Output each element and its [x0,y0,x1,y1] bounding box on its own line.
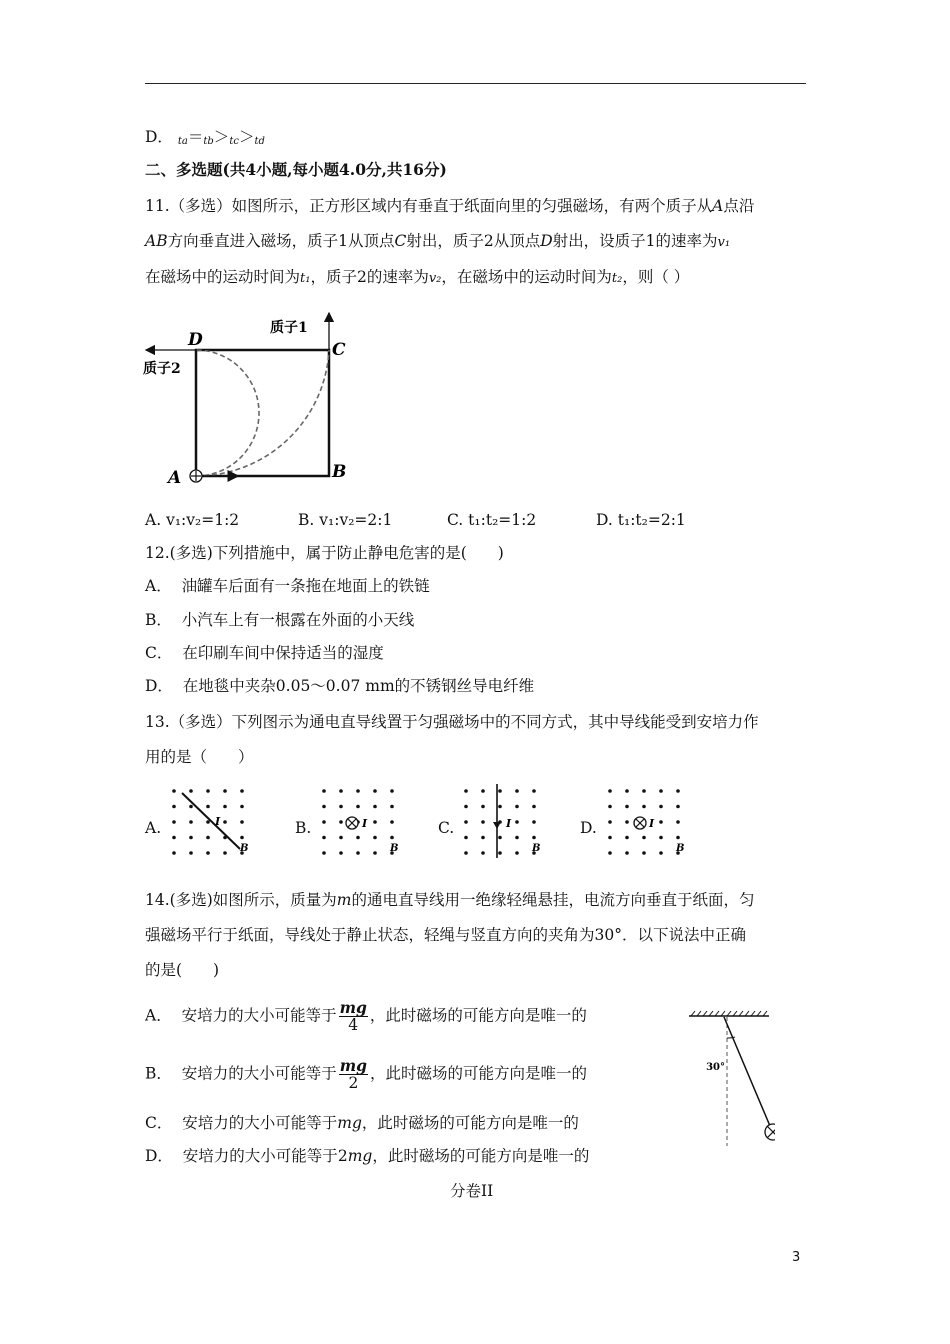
field-dot [642,836,646,840]
q14-line2: 强磁场平行于纸面，导线处于静止状态，轻绳与竖直方向的夹角为30°．以下说法中正确 [145,926,746,944]
field-dot [625,805,629,809]
field-dot [464,820,468,824]
field-dot [322,789,326,793]
current-label: I [506,817,512,830]
field-dot [608,805,612,809]
field-dot [608,851,612,855]
q14-option-a: A． 安培力的大小可能等于 $\frac{mg}{4}$ ，此时磁场的可能方向是唯一的 [145,998,587,1034]
field-dot [625,789,629,793]
current-label: I [362,817,368,830]
label-a: A [168,468,182,488]
field-dot [625,851,629,855]
label-proton1: 质子1 [270,320,308,336]
field-dot [373,836,377,840]
section-title: 二、多选题(共4小题,每小题4.0分,共16分) [145,160,447,179]
field-dot [659,851,663,855]
field-dot [532,820,536,824]
q13-figure-d [604,787,690,857]
field-dot [206,836,210,840]
q13-option-b-label: B. [295,819,312,837]
field-dot [240,820,244,824]
field-dot [608,820,612,824]
field-dot [189,805,193,809]
field-dot [356,805,360,809]
q13-option-c-label: C. [438,819,455,837]
field-dot [515,820,519,824]
field-dot [373,851,377,855]
field-dot [356,836,360,840]
angle-label: 30° [706,1062,725,1073]
field-dot [223,820,227,824]
rope [724,1017,770,1126]
field-dot [498,805,502,809]
q11-option-a: A. v₁:v₂=1:2 [145,511,240,529]
field-dot [223,805,227,809]
label-b: B [332,462,347,482]
field-dot [608,836,612,840]
field-dot [498,851,502,855]
q14-option-c: C． 安培力的大小可能等于mg，此时磁场的可能方向是唯一的 [145,1114,579,1132]
field-dot [339,820,343,824]
current-label: I [649,817,655,830]
q11-line1: 11.（多选）如图所示，正方形区域内有垂直于纸面向里的匀强磁场，有两个质子从A点沿 [145,197,755,215]
field-dot [659,805,663,809]
field-dot [240,836,244,840]
field-dot [240,805,244,809]
field-dot [515,789,519,793]
field-dot [676,836,680,840]
label-d: D [188,330,203,350]
field-dot [481,836,485,840]
field-dot [464,805,468,809]
field-dot [223,789,227,793]
field-label: B [676,843,685,854]
field-dot [189,789,193,793]
field-label: B [390,843,399,854]
q13-option-a-label: A. [145,819,162,837]
field-dot [498,836,502,840]
field-dot [172,789,176,793]
field-dot [676,789,680,793]
field-dot [172,851,176,855]
q12-option-d: D． 在地毯中夹杂0.05～0.07 mm的不锈钢丝导电纤维 [145,677,535,695]
q13-figure-c [460,782,546,860]
field-dot [464,789,468,793]
field-dot [189,836,193,840]
field-dot [642,789,646,793]
field-dot [373,820,377,824]
field-dot [373,805,377,809]
q13-option-d-label: D. [580,819,597,837]
q12-stem: 12.(多选)下列措施中，属于防止静电危害的是( ) [145,544,504,562]
field-dot [206,820,210,824]
field-dot [481,789,485,793]
field-dot [172,805,176,809]
field-dot [625,836,629,840]
page-number: 3 [792,1250,801,1265]
field-dot [172,820,176,824]
field-dot [676,820,680,824]
q14-line3: 的是( ) [145,961,220,979]
field-dot [515,851,519,855]
field-dot [532,789,536,793]
field-dot [642,851,646,855]
field-dot [515,836,519,840]
field-dot [206,789,210,793]
field-dot [189,851,193,855]
label-c: C [332,340,346,360]
field-dot [339,805,343,809]
header-rule [145,83,806,84]
field-dot [659,836,663,840]
field-dot [172,836,176,840]
fraction: $\frac{mg}{2}$ [339,1056,368,1092]
field-dot [339,836,343,840]
field-dot [223,851,227,855]
field-dot [515,805,519,809]
q14-figure [685,1008,775,1153]
current-label: I [215,815,221,828]
field-dot [390,789,394,793]
q12-option-b: B． 小汽车上有一根露在外面的小天线 [145,611,415,629]
q13-stem-line1: 13.（多选）下列图示为通电直导线置于匀强磁场中的不同方式，其中导线能受到安培力作 [145,713,759,731]
field-dot [322,820,326,824]
field-dot [642,805,646,809]
field-dot [189,820,193,824]
q14-line1: 14.(多选)如图所示，质量为m的通电直导线用一绝缘轻绳悬挂，电流方向垂直于纸面，匀 [145,891,755,909]
field-dot [390,820,394,824]
q14-option-d: D． 安培力的大小可能等于2mg，此时磁场的可能方向是唯一的 [145,1147,590,1165]
q13-figure-b [318,787,404,857]
proton2-path [196,350,259,476]
field-dot [659,820,663,824]
field-dot [676,805,680,809]
q11-option-b: B. v₁:v₂=2:1 [298,511,393,529]
field-dot [532,805,536,809]
field-label: B [532,843,541,854]
field-dot [206,851,210,855]
q11-figure [140,305,360,490]
field-label: B [240,843,249,854]
field-dot [373,789,377,793]
field-dot [464,851,468,855]
angle-arc [727,1037,735,1038]
field-dot [390,836,394,840]
q11-option-d: D. t₁:t₂=2:1 [596,511,686,529]
q14-option-b: B． 安培力的大小可能等于 $\frac{mg}{2}$ ，此时磁场的可能方向是唯一的 [145,1056,588,1092]
field-dot [322,851,326,855]
field-dot [322,836,326,840]
field-dot [390,805,394,809]
field-dot [322,805,326,809]
field-dot [481,851,485,855]
q12-option-a: A． 油罐车后面有一条拖在地面上的铁链 [145,577,430,595]
q10-option-d: D． $_{ta}=_{tb}>_{tc}>_{td}$ [145,128,265,147]
field-dot [608,789,612,793]
field-dot [339,789,343,793]
field-dot [481,805,485,809]
field-dot [206,805,210,809]
field-dot [339,851,343,855]
field-dot [659,789,663,793]
q11-line2: AB方向垂直进入磁场，质子1从顶点C射出，质子2从顶点D射出，设质子1的速率为v₁ [145,232,731,250]
field-dot [498,789,502,793]
q11-option-c: C. t₁:t₂=1:2 [447,511,537,529]
q11-line3: 在磁场中的运动时间为t₁，质子2的速率为v₂，在磁场中的运动时间为t₂，则（ ） [145,268,690,286]
section-label: 分卷II [450,1182,494,1200]
proton1-path [196,350,329,476]
field-dot [481,820,485,824]
field-dot [240,789,244,793]
fraction: $\frac{mg}{4}$ [339,998,367,1034]
field-dot [356,789,360,793]
label-proton2: 质子2 [143,361,181,377]
q13-stem-line2: 用的是（ ） [145,748,254,766]
q13-figure-a [168,787,254,857]
field-dot [532,836,536,840]
field-dot [464,836,468,840]
square-region [196,350,329,476]
current-arrow [493,822,501,829]
field-dot [356,851,360,855]
q12-option-c: C． 在印刷车间中保持适当的湿度 [145,644,384,662]
field-dot [625,820,629,824]
